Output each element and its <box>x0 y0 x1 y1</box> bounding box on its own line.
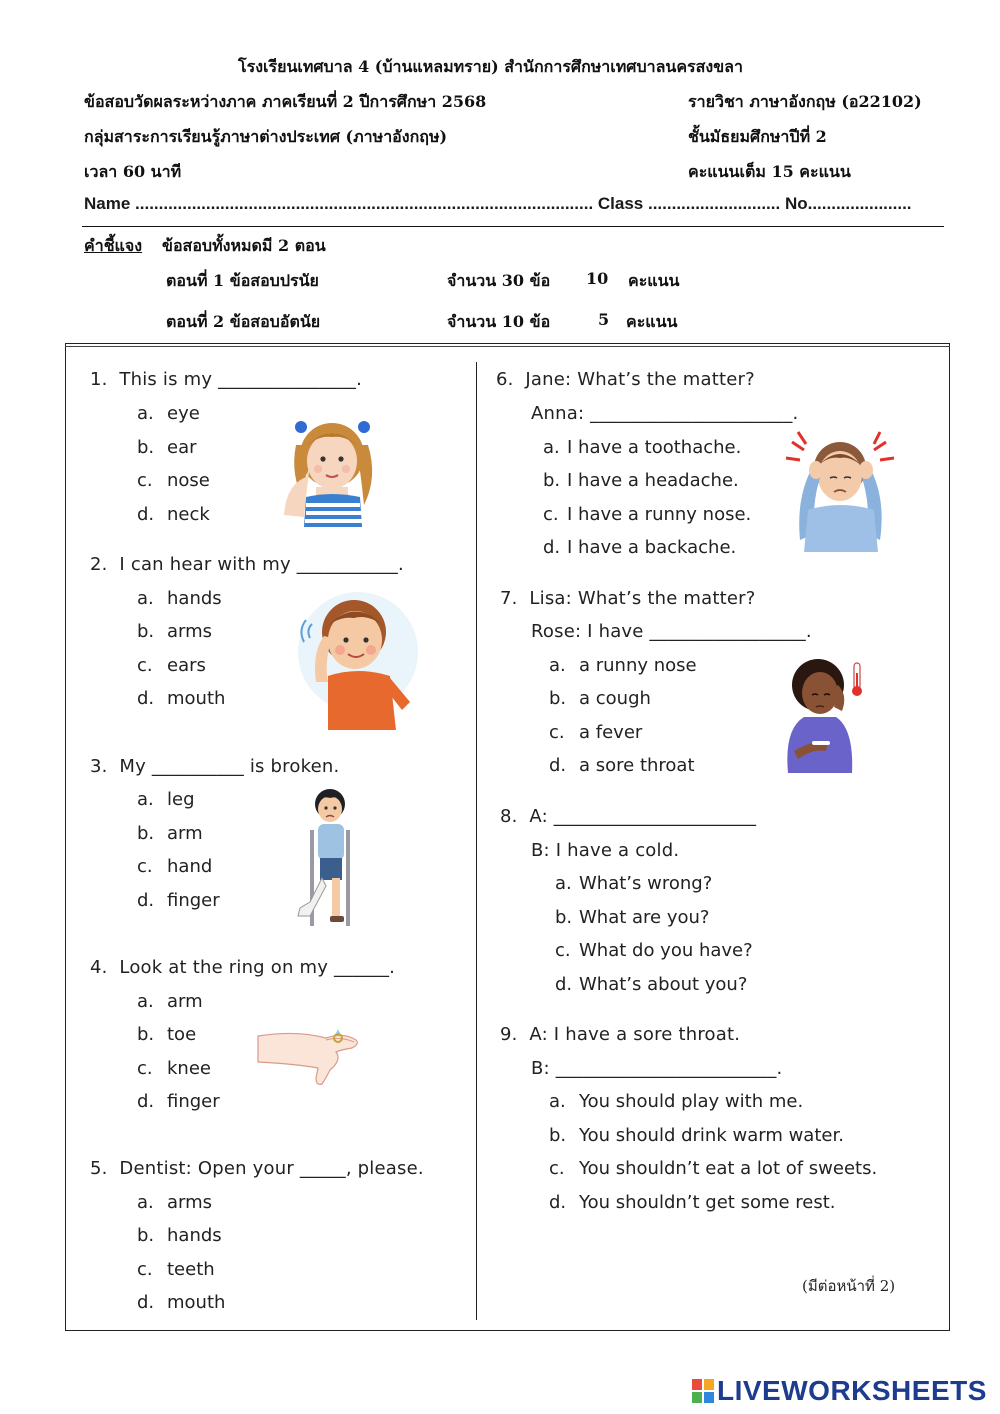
q4-option-d[interactable] <box>137 1091 220 1112</box>
part-1-points: 10 <box>586 269 609 288</box>
option-letter: c. <box>137 856 153 877</box>
question-text: A: ______________________ <box>529 806 757 827</box>
q1-option-d[interactable] <box>137 504 210 525</box>
q3-option-b[interactable] <box>137 823 203 844</box>
q2-option-d[interactable] <box>137 688 225 709</box>
q3-option-c[interactable] <box>137 856 212 877</box>
boy-listening-illustration <box>298 592 420 730</box>
q8-option-c[interactable] <box>555 940 753 961</box>
option-text: nose <box>167 470 210 491</box>
student-info-row[interactable]: Name ................................................................................................. Class ............................ No...................... <box>84 194 912 213</box>
option-letter: a. <box>549 655 566 676</box>
option-letter: c. <box>137 655 153 676</box>
q6-option-d[interactable] <box>543 537 736 558</box>
option-letter: d. <box>549 1192 567 1213</box>
question-number: 3. <box>90 756 108 777</box>
option-text: finger <box>167 1091 220 1112</box>
question-text: Dentist: Open your _____, please. <box>119 1158 424 1179</box>
option-text: I have a toothache. <box>567 437 742 458</box>
question-9 <box>500 1024 740 1045</box>
q8-option-b[interactable] <box>555 907 709 928</box>
grade-level: ชั้นมัธยมศึกษาปีที่ 2 <box>688 127 827 146</box>
option-letter: a. <box>137 1192 154 1213</box>
part-2-name: ตอนที่ 2 ข้อสอบอัตนัย <box>166 312 321 331</box>
question-3 <box>90 756 339 777</box>
option-letter: c. <box>137 1058 153 1079</box>
option-text: hands <box>167 588 222 609</box>
question-number: 1. <box>90 369 108 390</box>
option-letter: d. <box>137 688 155 709</box>
option-text: leg <box>167 789 195 810</box>
part-2-count: จำนวน 10 ข้อ <box>447 312 551 331</box>
option-letter: a. <box>549 1091 566 1112</box>
q9-option-b[interactable] <box>549 1125 844 1146</box>
question-text: This is my _______________. <box>119 369 363 390</box>
part-2-unit: คะแนน <box>626 312 678 331</box>
boy-on-crutches-illustration <box>296 786 366 934</box>
option-text: arm <box>167 823 203 844</box>
option-letter: a. <box>137 588 154 609</box>
question-number: 4. <box>90 957 108 978</box>
question-8 <box>500 806 756 827</box>
continued-note: (มีต่อหน้าที่ 2) <box>802 1277 896 1295</box>
question-box-inner-line <box>65 346 950 347</box>
option-text: You shouldn’t eat a lot of sweets. <box>579 1158 878 1179</box>
option-text: I have a runny nose. <box>567 504 752 525</box>
question-number: 5. <box>90 1158 108 1179</box>
question-text: I can hear with my ___________. <box>119 554 404 575</box>
subject-group: กลุ่มสาระการเรียนรู้ภาษาต่างประเทศ (ภาษาอังกฤษ) <box>84 127 448 146</box>
question-text: Jane: What’s the matter? <box>525 369 755 390</box>
option-text: What’s wrong? <box>579 873 713 894</box>
question-text: Lisa: What’s the matter? <box>529 588 756 609</box>
q7-option-d[interactable] <box>549 755 695 776</box>
question-7-response: Rose: I have _________________. <box>531 621 812 642</box>
q4-option-a[interactable] <box>137 991 203 1012</box>
question-2 <box>90 554 404 575</box>
option-text: a runny nose <box>579 655 697 676</box>
question-text: A: I have a sore throat. <box>529 1024 741 1045</box>
option-text: knee <box>167 1058 211 1079</box>
q8-option-a[interactable] <box>555 873 712 894</box>
option-letter: d. <box>137 504 155 525</box>
q1-option-a[interactable] <box>137 403 200 424</box>
q5-option-b[interactable] <box>137 1225 222 1246</box>
q7-option-a[interactable] <box>549 655 697 676</box>
question-4 <box>90 957 395 978</box>
man-with-headache-illustration <box>782 428 902 552</box>
q9-option-d[interactable] <box>549 1192 836 1213</box>
option-text: finger <box>167 890 220 911</box>
question-6 <box>496 369 755 390</box>
q5-option-a[interactable] <box>137 1192 212 1213</box>
option-letter: c. <box>137 1259 153 1280</box>
option-text: I have a headache. <box>567 470 739 491</box>
question-text: My __________ is broken. <box>119 756 340 777</box>
q5-option-c[interactable] <box>137 1259 215 1280</box>
option-text: I have a backache. <box>567 537 737 558</box>
option-text: arm <box>167 991 203 1012</box>
option-letter: b. <box>137 1225 155 1246</box>
question-number: 7. <box>500 588 518 609</box>
option-text: What are you? <box>579 907 710 928</box>
q6-option-a[interactable] <box>543 437 741 458</box>
instructions-intro: ข้อสอบทั้งหมดมี 2 ตอน <box>162 236 326 255</box>
question-9-response: B: ________________________. <box>531 1058 783 1079</box>
q9-option-a[interactable] <box>549 1091 803 1112</box>
q7-option-b[interactable] <box>549 688 651 709</box>
question-5 <box>90 1158 424 1179</box>
option-text: mouth <box>167 688 226 709</box>
option-letter: b. <box>137 621 155 642</box>
option-letter: b. <box>137 437 155 458</box>
option-text: a fever <box>579 722 643 743</box>
exam-line: ข้อสอบวัดผลระหว่างภาค ภาคเรียนที่ 2 ปีการศึกษา 2568 <box>84 92 487 111</box>
option-text: teeth <box>167 1259 215 1280</box>
school-line: โรงเรียนเทศบาล 4 (บ้านแหลมทราย) สำนักการศึกษาเทศบาลนครสงขลา <box>238 57 743 76</box>
q8-option-d[interactable] <box>555 974 747 995</box>
q2-option-c[interactable] <box>137 655 206 676</box>
question-number: 9. <box>500 1024 518 1045</box>
option-text: What do you have? <box>579 940 753 961</box>
part-1-unit: คะแนน <box>628 271 680 290</box>
option-letter: c. <box>137 470 153 491</box>
option-letter: a. <box>137 789 154 810</box>
option-letter: a. <box>555 873 572 894</box>
question-6-response: Anna: ______________________. <box>531 403 799 424</box>
girl-pointing-ear-illustration <box>276 405 388 527</box>
option-text: arms <box>167 621 213 642</box>
option-letter: c. <box>555 940 571 961</box>
question-1 <box>90 369 362 390</box>
option-letter: c. <box>549 722 565 743</box>
option-text: eye <box>167 403 200 424</box>
option-text: ear <box>167 437 197 458</box>
subject-line: รายวิชา ภาษาอังกฤษ (อ22102) <box>688 92 922 111</box>
full-score: คะแนนเต็ม 15 คะแนน <box>688 162 851 181</box>
option-letter: b. <box>549 688 567 709</box>
option-letter: d. <box>137 890 155 911</box>
q1-option-c[interactable] <box>137 470 210 491</box>
liveworksheets-logo-icon <box>692 1379 714 1403</box>
q3-option-a[interactable] <box>137 789 195 810</box>
option-text: arms <box>167 1192 213 1213</box>
option-letter: b. <box>137 1024 155 1045</box>
option-letter: a. <box>137 991 154 1012</box>
option-letter: d. <box>555 974 573 995</box>
option-letter: d. <box>137 1091 155 1112</box>
question-7 <box>500 588 756 609</box>
option-text: hands <box>167 1225 222 1246</box>
q7-option-c[interactable] <box>549 722 642 743</box>
time-limit: เวลา 60 นาที <box>84 162 182 181</box>
option-text: toe <box>167 1024 197 1045</box>
question-text: Look at the ring on my ______. <box>119 957 396 978</box>
option-letter: b. <box>549 1125 567 1146</box>
q5-option-d[interactable] <box>137 1292 225 1313</box>
option-text: You should play with me. <box>579 1091 804 1112</box>
q4-option-b[interactable] <box>137 1024 196 1045</box>
part-1-name: ตอนที่ 1 ข้อสอบปรนัย <box>166 271 319 290</box>
q6-option-b[interactable] <box>543 470 739 491</box>
q3-option-d[interactable] <box>137 890 220 911</box>
column-divider <box>476 362 477 1320</box>
question-number: 2. <box>90 554 108 575</box>
part-1-count: จำนวน 30 ข้อ <box>447 271 551 290</box>
question-number: 8. <box>500 806 518 827</box>
woman-with-fever-illustration <box>778 655 866 773</box>
option-text: You shouldn’t get some rest. <box>579 1192 836 1213</box>
option-letter: b. <box>555 907 573 928</box>
instructions-label: คำชี้แจง <box>84 236 143 255</box>
option-letter: d. <box>543 537 561 558</box>
question-8-response: B: I have a cold. <box>531 840 680 861</box>
option-text: hand <box>167 856 213 877</box>
q1-option-b[interactable] <box>137 437 197 458</box>
header-divider <box>82 226 944 227</box>
option-letter: c. <box>543 504 559 525</box>
hand-with-ring-illustration <box>256 1022 364 1086</box>
option-letter: a. <box>543 437 560 458</box>
liveworksheets-logo-text: LIVEWORKSHEETS <box>717 1375 987 1406</box>
option-text: neck <box>167 504 210 525</box>
part-2-points: 5 <box>598 310 610 329</box>
option-text: ears <box>167 655 206 676</box>
liveworksheets-logo[interactable] <box>692 1376 987 1406</box>
option-letter: b. <box>543 470 561 491</box>
option-letter: b. <box>137 823 155 844</box>
option-text: mouth <box>167 1292 226 1313</box>
option-text: You should drink warm water. <box>579 1125 844 1146</box>
option-letter: d. <box>549 755 567 776</box>
option-letter: c. <box>549 1158 565 1179</box>
q2-option-a[interactable] <box>137 588 222 609</box>
option-letter: d. <box>137 1292 155 1313</box>
q4-option-c[interactable] <box>137 1058 211 1079</box>
q2-option-b[interactable] <box>137 621 212 642</box>
option-letter: a. <box>137 403 154 424</box>
option-text: a cough <box>579 688 651 709</box>
option-text: a sore throat <box>579 755 695 776</box>
q6-option-c[interactable] <box>543 504 751 525</box>
q9-option-c[interactable] <box>549 1158 877 1179</box>
question-number: 6. <box>496 369 514 390</box>
option-text: What’s about you? <box>579 974 748 995</box>
